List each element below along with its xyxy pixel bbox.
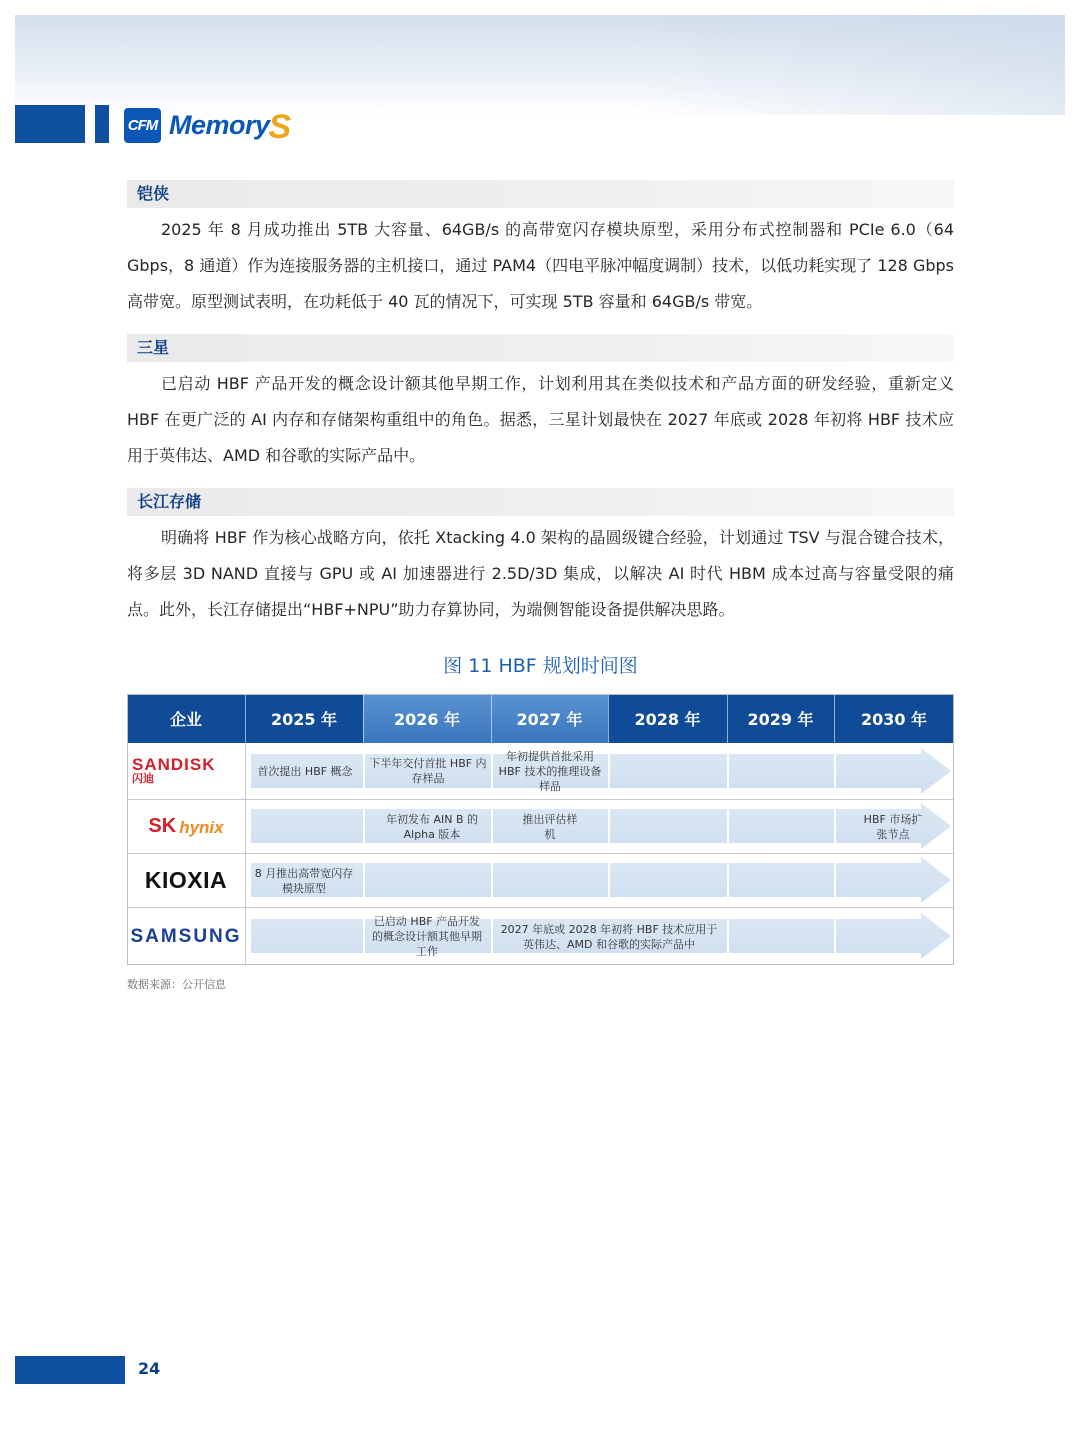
column-header-2029: 2029 年 bbox=[727, 694, 834, 743]
kioxia-wordmark: KIOXIA bbox=[144, 867, 228, 893]
timeline-cell: HBF 市场扩张节点 bbox=[863, 812, 923, 841]
samsung-wordmark: SAMSUNG bbox=[130, 925, 242, 947]
cell-divider bbox=[727, 754, 729, 788]
cell-divider bbox=[834, 754, 836, 788]
header-divider bbox=[245, 694, 246, 743]
header-accent-bar bbox=[15, 105, 85, 143]
company-logo-kioxia bbox=[127, 854, 245, 907]
column-header-2028: 2028 年 bbox=[608, 694, 727, 743]
header-divider bbox=[727, 694, 728, 743]
timeline-arrow bbox=[251, 803, 951, 849]
footer-accent-bar bbox=[15, 1356, 125, 1384]
logo-suffix: S bbox=[268, 107, 292, 146]
column-header-2027: 2027 年 bbox=[491, 694, 608, 743]
cell-divider bbox=[491, 809, 493, 843]
timeline-cell: 首次提出 HBF 概念 bbox=[257, 764, 353, 778]
company-column-divider bbox=[245, 743, 246, 965]
paragraph: 明确将 HBF 作为核心战略方向，依托 Xtacking 4.0 架构的晶圆级键合经验，计划通过 TSV 与混合键合技术，将多层 3D NAND 直接与 GPU 或 AI 加速器进行 2.5D/3D 集成，以解决 AI 时代 HBM 成本过高与容量受限的痛点。此外，长江存储提出“HBF+NPU”助力存算协同，为端侧智能设备提供解决思路。 bbox=[127, 528, 954, 619]
cell-divider bbox=[727, 809, 729, 843]
hynix-text: hynix bbox=[179, 818, 224, 837]
cfm-memory-logo bbox=[124, 107, 292, 146]
page-number: 24 bbox=[138, 1359, 161, 1378]
cell-divider bbox=[491, 919, 493, 953]
timeline-cell: 年初发布 AIN B 的 Alpha 版本 bbox=[385, 812, 479, 841]
cell-divider bbox=[491, 754, 493, 788]
header-divider bbox=[834, 694, 835, 743]
header-band bbox=[15, 15, 1065, 115]
cell-divider bbox=[363, 809, 365, 843]
section-body-ymtc bbox=[127, 520, 954, 628]
logo-word: Memory bbox=[169, 109, 270, 140]
data-source-note: 数据来源：公开信息 bbox=[127, 978, 226, 991]
timeline-cell: 下半年交付首批 HBF 内存样品 bbox=[369, 757, 487, 785]
cell-divider bbox=[834, 919, 836, 953]
timeline-cell: 推出评估样机 bbox=[522, 812, 578, 841]
cell-divider bbox=[608, 754, 610, 788]
company-logo-skhynix bbox=[127, 800, 245, 853]
company-logo-sandisk bbox=[127, 743, 245, 799]
timeline-cell: 2027 年底或 2028 年初将 HBF 技术应用于英伟达、AMD 和谷歌的实际产品中 bbox=[500, 922, 718, 951]
paragraph: 2025 年 8 月成功推出 5TB 大容量、64GB/s 的高带宽闪存模块原型，采用分布式控制器和 PCIe 6.0（64 Gbps，8 通道）作为连接服务器的主机接口，通过 PAM4（四电平脉冲幅度调制）技术，以低功耗实现了 128 Gbps 高带宽。原型测试表明，在功耗低于 40 瓦的情况下，可实现 5TB 容量和 64GB/s 带宽。 bbox=[127, 220, 954, 311]
cell-divider bbox=[363, 919, 365, 953]
cell-divider bbox=[363, 754, 365, 788]
header-divider bbox=[608, 694, 609, 743]
section-body-samsung bbox=[127, 366, 954, 474]
cell-divider bbox=[363, 863, 365, 897]
cell-divider bbox=[608, 863, 610, 897]
hbf-timeline-table bbox=[127, 694, 954, 965]
column-header-2030: 2030 年 bbox=[834, 694, 954, 743]
cell-divider bbox=[727, 863, 729, 897]
column-header-company: 企业 bbox=[127, 694, 245, 743]
cell-divider bbox=[608, 809, 610, 843]
column-header-2025: 2025 年 bbox=[245, 694, 363, 743]
cell-divider bbox=[834, 809, 836, 843]
section-title-ymtc: 长江存储 bbox=[127, 488, 954, 516]
logo-mark: CFM bbox=[124, 108, 161, 143]
paragraph: 已启动 HBF 产品开发的概念设计额其他早期工作，计划利用其在类似技术和产品方面的研发经验，重新定义 HBF 在更广泛的 AI 内存和存储架构重组中的角色。据悉，三星计划最快在 2027 年底或 2028 年初将 HBF 技术应用于英伟达、AMD 和谷歌的实际产品中。 bbox=[127, 374, 954, 465]
sk-text: SK bbox=[148, 815, 177, 837]
timeline-cell: 已启动 HBF 产品开发的概念设计额其他早期工作 bbox=[372, 915, 482, 958]
section-title-samsung: 三星 bbox=[127, 334, 954, 362]
cell-divider bbox=[727, 919, 729, 953]
cell-divider bbox=[834, 863, 836, 897]
sandisk-wordmark: SANDISK bbox=[132, 755, 216, 774]
header-divider bbox=[363, 694, 364, 743]
sandisk-cn-name: 闪迪 bbox=[132, 772, 154, 785]
company-logo-samsung bbox=[127, 908, 245, 965]
timeline-cell: 8 月推出高带宽闪存模块原型 bbox=[254, 866, 354, 895]
timeline-cell: 年初提供首批采用 HBF 技术的推理设备样品 bbox=[498, 749, 602, 793]
header-accent-bar-small bbox=[95, 105, 109, 143]
section-body-kioxia bbox=[127, 212, 954, 320]
column-header-2026: 2026 年 bbox=[363, 694, 491, 743]
header-divider bbox=[491, 694, 492, 743]
cell-divider bbox=[491, 863, 493, 897]
figure-title: 图 11 HBF 规划时间图 bbox=[443, 655, 638, 677]
section-title-kioxia: 铠侠 bbox=[127, 180, 954, 208]
skhynix-wordmark bbox=[148, 815, 223, 838]
